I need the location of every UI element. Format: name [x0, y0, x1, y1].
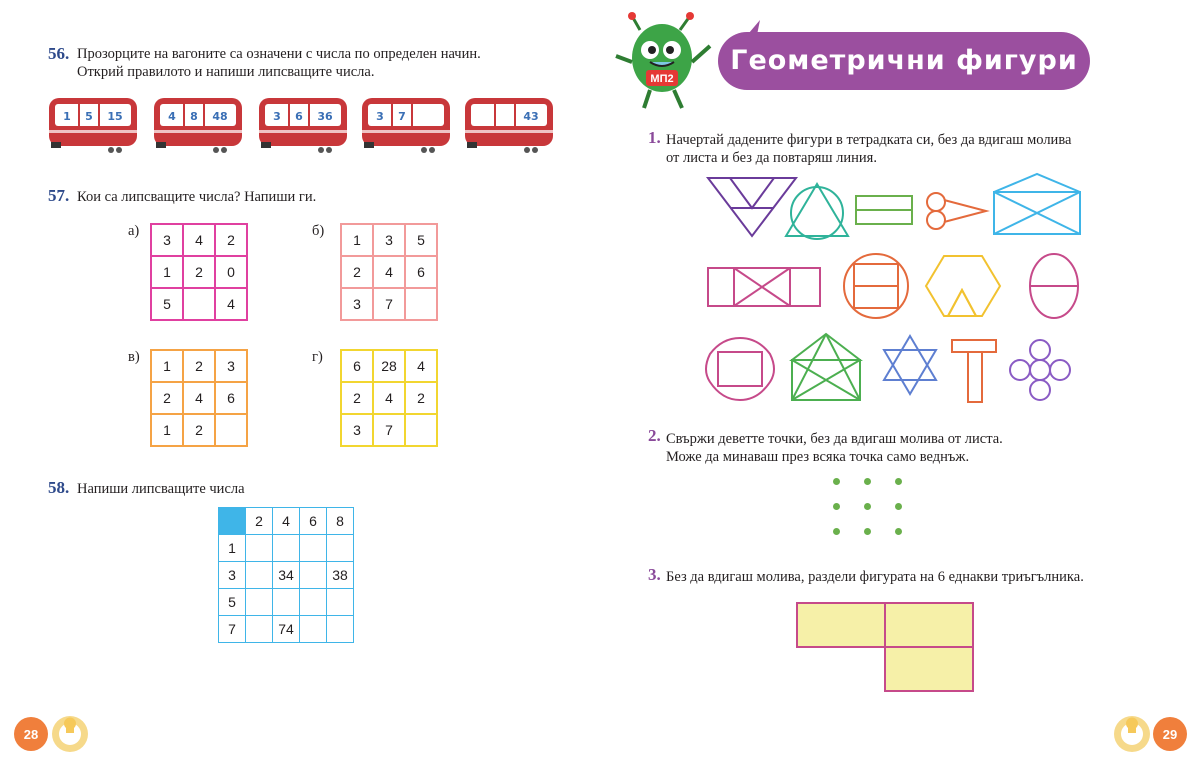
table-header-cell: 8 [327, 508, 354, 535]
dot[interactable] [864, 528, 871, 535]
grid-cell: 2 [183, 414, 215, 446]
task-58-text: Напиши липсващите числа [77, 481, 245, 497]
mascot-badge: МП2 [650, 73, 674, 85]
grid-b [340, 223, 438, 321]
table-cell[interactable] [273, 535, 300, 562]
grid-a [150, 223, 248, 321]
page-number-29: 29 [1162, 727, 1178, 742]
page-title: Геометрични фигури [718, 32, 1090, 90]
grid-cell: 4 [215, 288, 247, 320]
table-cell[interactable] [246, 616, 273, 643]
grid-cell: 2 [183, 256, 215, 288]
dot[interactable] [833, 503, 840, 510]
grid-cell: 0 [215, 256, 247, 288]
grid-cell: 28 [373, 350, 405, 382]
triangle-figure [708, 178, 796, 236]
task-57-text: Кои са липсващите числа? Напиши ги. [77, 189, 317, 205]
table-cell[interactable] [246, 562, 273, 589]
table-header-cell: 2 [246, 508, 273, 535]
envelope-figure [994, 174, 1080, 234]
task-2-line1: Свържи деветте точки, без да вдигаш молива от листа. [666, 431, 1003, 447]
task-3-number: 3. [648, 565, 661, 584]
table-row-header: 5 [219, 589, 246, 616]
table-cell[interactable] [327, 535, 354, 562]
grid-cell: 2 [341, 382, 373, 414]
wagon-window-number: 3 [273, 110, 281, 123]
gear-icon [1114, 716, 1150, 752]
flower-figure [1010, 340, 1070, 400]
task-56-line2: Открий правилото и напиши липсващите числа. [77, 64, 375, 80]
circle-rect-figure [844, 254, 908, 318]
wagon-window-number: 43 [523, 110, 539, 123]
grid-cell: 2 [151, 382, 183, 414]
task-1-text [666, 131, 1136, 167]
grid-cell: 5 [151, 288, 183, 320]
wagon-window-number: 7 [398, 110, 406, 123]
grid-cell[interactable] [215, 414, 247, 446]
star-figure [884, 336, 936, 394]
hexagon-figure [926, 256, 1000, 316]
table-cell[interactable] [246, 535, 273, 562]
task-56-number: 56. [48, 44, 70, 63]
wagon-5 [463, 96, 555, 156]
task-2-text [666, 430, 1136, 466]
rounded-square-figure [706, 338, 774, 400]
grid-d [340, 349, 438, 447]
wagon-window-number: 5 [85, 110, 93, 123]
dot[interactable] [895, 503, 902, 510]
grid-cell: 2 [341, 256, 373, 288]
task-2-number: 2. [648, 426, 661, 445]
task-56-text [77, 45, 517, 81]
table-cell[interactable] [300, 562, 327, 589]
grid-cell[interactable] [405, 414, 437, 446]
grid-cell: 3 [215, 350, 247, 382]
grid-cell: 4 [183, 224, 215, 256]
page-badge-29 [1104, 711, 1194, 759]
dot[interactable] [833, 478, 840, 485]
wagon-window-number: 15 [107, 110, 123, 123]
task-58-number: 58. [48, 478, 70, 497]
grid-cell: 3 [341, 288, 373, 320]
wagon-3 [257, 96, 349, 156]
grid-a-label: а) [128, 223, 140, 239]
table-cell[interactable] [246, 589, 273, 616]
table-cell[interactable] [273, 589, 300, 616]
grid-d-label: г) [312, 349, 323, 365]
task-1-number: 1. [648, 128, 661, 147]
grid-cell: 2 [183, 350, 215, 382]
grid-cell[interactable] [183, 288, 215, 320]
grid-b-label: б) [312, 223, 325, 239]
table-header-cell [219, 508, 246, 535]
dot[interactable] [864, 503, 871, 510]
grid-c-label: в) [128, 349, 140, 365]
grid-cell: 1 [151, 414, 183, 446]
grid-cell: 7 [373, 414, 405, 446]
table-cell: 34 [273, 562, 300, 589]
grid-cell: 5 [405, 224, 437, 256]
dot[interactable] [864, 478, 871, 485]
dot[interactable] [895, 478, 902, 485]
wagon-window-number: 36 [317, 110, 333, 123]
table-cell[interactable] [300, 616, 327, 643]
shapes-row-2 [700, 252, 1090, 322]
rectangle-figure [856, 196, 912, 224]
page-badge-28 [8, 711, 98, 759]
table-row-header: 7 [219, 616, 246, 643]
grid-cell: 7 [373, 288, 405, 320]
shapes-row-1 [700, 170, 1090, 240]
table-cell[interactable] [327, 589, 354, 616]
task-56-line1: Прозорците на вагоните са означени с числа по определен начин. [77, 46, 481, 62]
wagon-1 [47, 96, 139, 156]
table-cell: 38 [327, 562, 354, 589]
grid-cell: 6 [405, 256, 437, 288]
circle-triangle-figure [786, 184, 848, 239]
grid-cell[interactable] [405, 288, 437, 320]
grid-cell: 2 [215, 224, 247, 256]
wagon-window-number: 4 [168, 110, 176, 123]
wagon-window-number: 6 [295, 110, 303, 123]
table-cell[interactable] [300, 535, 327, 562]
grid-cell: 6 [215, 382, 247, 414]
table-row-header: 3 [219, 562, 246, 589]
wagon-4 [360, 96, 452, 156]
house-figure [792, 334, 860, 400]
gear-icon [52, 716, 88, 752]
oval-figure [1030, 254, 1078, 318]
shapes-row-3 [700, 330, 1090, 410]
table-cell: 74 [273, 616, 300, 643]
wagon-window-number: 48 [212, 110, 228, 123]
grid-cell: 1 [151, 350, 183, 382]
wagon-window-number: 8 [190, 110, 198, 123]
task-3-text: Без да вдигаш молива, раздели фигурата на 6 еднакви триъгълника. [666, 569, 1084, 585]
table-cell[interactable] [300, 589, 327, 616]
table-header-cell: 6 [300, 508, 327, 535]
wagon-window-number: 3 [376, 110, 384, 123]
grid-cell: 4 [183, 382, 215, 414]
grid-cell: 3 [151, 224, 183, 256]
grid-cell: 3 [373, 224, 405, 256]
t-shape-figure [952, 340, 996, 402]
dot[interactable] [833, 528, 840, 535]
wagon-window-number: 1 [63, 110, 71, 123]
table-row-header: 1 [219, 535, 246, 562]
table-header-cell: 4 [273, 508, 300, 535]
grid-cell: 1 [151, 256, 183, 288]
page-number-28: 28 [23, 727, 39, 742]
grid-cell: 4 [405, 350, 437, 382]
task-1-line1: Начертай дадените фигури в тетрадката си, без да вдигаш молива [666, 132, 1072, 148]
ice-cream-figure [927, 193, 986, 229]
grid-cell: 4 [373, 382, 405, 414]
grid-cell: 4 [373, 256, 405, 288]
task-57-number: 57. [48, 186, 70, 205]
grid-c [150, 349, 248, 447]
grid-cell: 2 [405, 382, 437, 414]
l-shape-figure [796, 602, 978, 694]
task-2-line2: Може да минаваш през всяка точка само веднъж. [666, 449, 970, 465]
grid-cell: 1 [341, 224, 373, 256]
wagon-2 [152, 96, 244, 156]
rectangle-x-figure [708, 268, 820, 306]
dot[interactable] [895, 528, 902, 535]
multiplication-table [218, 507, 354, 643]
table-cell[interactable] [327, 616, 354, 643]
grid-cell: 3 [341, 414, 373, 446]
task-1-line2: от листа и без да повтаряш линия. [666, 150, 877, 166]
grid-cell: 6 [341, 350, 373, 382]
